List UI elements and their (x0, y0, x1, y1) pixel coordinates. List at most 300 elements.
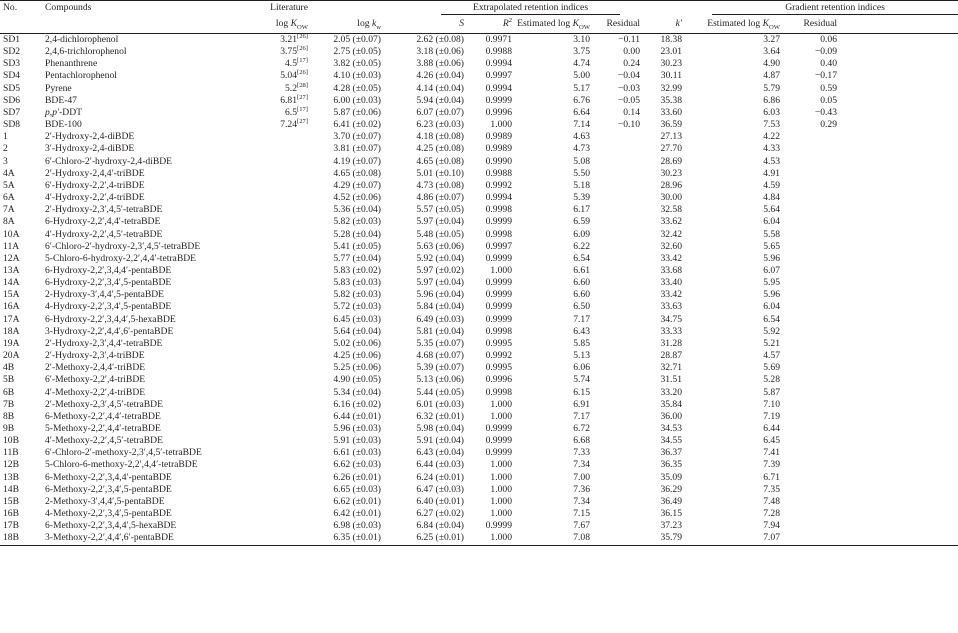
cell-gradient-estimated-logkow: 4.84 (763, 192, 781, 204)
cell-gradient-estimated-logkow: 4.22 (763, 131, 781, 143)
header-compounds: Compounds (45, 1, 255, 16)
table-row (0, 435, 958, 447)
cell-no: SD7 (3, 106, 21, 118)
cell-gradient-residual (780, 131, 837, 143)
cell-gradient-estimated-logkow: 7.19 (763, 410, 781, 422)
cell-kprime: 32.99 (660, 82, 683, 94)
cell-compound: 3-Hydroxy-2,2′,4,4′,6′-pentaBDE (45, 325, 174, 337)
table-row (0, 301, 958, 313)
cell-logkw: 4.29 (±0.07) (333, 179, 381, 191)
cell-gradient-residual (780, 156, 837, 168)
cell-residual (590, 216, 640, 228)
cell-estimated-logkow: 3.10 (573, 34, 590, 45)
cell-gradient-estimated-logkow: 5.65 (763, 240, 781, 252)
cell-gradient-estimated-logkow: 4.90 (763, 58, 781, 70)
cell-no: 2 (3, 143, 8, 155)
cell-gradient-residual (780, 496, 837, 508)
cell-literature-logkow (255, 301, 308, 313)
cell-estimated-logkow: 6.17 (573, 204, 590, 216)
table-row (0, 95, 958, 107)
cell-gradient-residual (780, 520, 837, 532)
cell-literature-logkow (255, 484, 308, 496)
cell-residual: −0.10 (617, 119, 641, 131)
cell-kprime: 23.01 (660, 46, 683, 58)
table-row (0, 374, 958, 386)
cell-logkw: 6.44 (±0.01) (333, 410, 381, 422)
table-row (0, 70, 958, 82)
cell-logkw: 5.41 (±0.05) (333, 240, 381, 252)
cell-gradient-residual: −0.17 (814, 70, 838, 82)
cell-literature-logkow (255, 277, 308, 289)
cell-logkw: 4.25 (±0.06) (333, 350, 381, 362)
cell-s: 4.65 (±0.08) (416, 155, 464, 167)
cell-kprime: 36.49 (660, 495, 683, 507)
cell-r2: 0.9998 (485, 228, 512, 240)
cell-logkw: 6.42 (±0.01) (333, 508, 381, 520)
table-row (0, 143, 958, 155)
cell-kprime: 31.51 (660, 374, 683, 386)
cell-estimated-logkow: 4.74 (573, 58, 590, 70)
cell-r2: 0.9999 (485, 423, 512, 434)
cell-compound: 2-Methoxy-3′,4,4′,5-pentaBDE (45, 495, 165, 507)
cell-logkw: 6.62 (±0.03) (333, 459, 381, 471)
cell-s: 5.94 (±0.04) (416, 94, 464, 106)
cell-no: SD4 (3, 70, 21, 82)
cell-kprime: 28.96 (660, 179, 683, 191)
cell-compound: 6′-Hydroxy-2,2′,4-triBDE (45, 179, 145, 191)
table-row (0, 131, 958, 143)
cell-estimated-logkow: 5.39 (573, 192, 590, 204)
cell-logkw: 4.19 (±0.07) (333, 155, 381, 167)
cell-no: 4A (3, 167, 15, 179)
cell-residual (590, 374, 640, 386)
cell-s: 5.96 (±0.04) (416, 289, 464, 301)
cell-no: 13B (3, 471, 19, 483)
cell-estimated-logkow: 6.60 (573, 277, 590, 289)
compound-name: p,p′-DDT (45, 106, 83, 118)
cell-compound: 4′-Methoxy-2,2′,4-triBDE (45, 386, 146, 398)
cell-logkw: 5.82 (±0.03) (333, 216, 381, 228)
cell-no: SD8 (3, 119, 21, 131)
cell-no: 6A (3, 192, 15, 204)
cell-compound: 2-Hydroxy-3′,4,4′,5-pentaBDE (45, 289, 165, 301)
cell-kprime: 33.63 (660, 301, 683, 313)
cell-residual (590, 496, 640, 508)
cell-compound: 2′-Methoxy-2,3′,4,5′-tetraBDE (45, 398, 163, 410)
cell-r2: 0.9998 (485, 386, 512, 398)
header-gradient-estimated-logkow: Estimated $\log K_{OW}$ (682, 16, 780, 34)
cell-kprime: 36.29 (660, 483, 683, 495)
table-row (0, 204, 958, 216)
table-row (0, 289, 958, 301)
literature-value: 3.21 (280, 34, 297, 45)
cell-logkw: 6.35 (±0.01) (308, 532, 381, 545)
cell-residual (590, 447, 640, 459)
cell-no: 16A (3, 301, 20, 313)
cell-compound: 6-Methoxy-2,2′,3,4′,5-pentaBDE (45, 483, 172, 495)
cell-logkw: 5.72 (±0.03) (333, 301, 381, 313)
cell-literature-logkow (255, 326, 308, 338)
cell-gradient-residual (780, 277, 837, 289)
cell-s: 4.18 (±0.08) (416, 131, 464, 143)
cell-compound: 6-Hydroxy-2,2′,3,4′,5-pentaBDE (45, 277, 172, 289)
cell-residual (590, 301, 640, 313)
cell-s: 5.91 (±0.04) (416, 435, 464, 447)
cell-r2: 0.9994 (485, 82, 512, 94)
table-row (0, 447, 958, 459)
cell-compound: 2′-Hydroxy-2,3′,4,4′-tetraBDE (45, 337, 163, 349)
cell-kprime: 34.75 (660, 313, 683, 325)
cell-logkw: 4.90 (±0.05) (333, 374, 381, 386)
cell-gradient-residual (780, 447, 837, 459)
cell-r2: 0.9971 (485, 34, 512, 45)
cell-literature-logkow (255, 520, 308, 532)
cell-estimated-logkow: 6.59 (573, 216, 590, 228)
cell-kprime: 33.62 (660, 216, 683, 228)
cell-r2: 0.9999 (485, 435, 512, 447)
literature-value: 3.75 (280, 46, 297, 58)
reference-citation: [26] (297, 32, 308, 40)
table-row (0, 496, 958, 508)
cell-compound: 5-Chloro-6-hydroxy-2,2′,4,4′-tetraBDE (45, 252, 197, 264)
cell-s: 6.23 (±0.03) (416, 119, 464, 131)
table-row (0, 253, 958, 265)
cell-kprime: 32.71 (660, 362, 683, 374)
cell-gradient-estimated-logkow: 7.07 (682, 532, 780, 545)
table-row (0, 326, 958, 338)
table-row (0, 459, 958, 471)
cell-no: SD3 (3, 58, 21, 70)
cell-logkw: 5.91 (±0.03) (333, 435, 381, 447)
cell-gradient-residual: 0.05 (820, 94, 838, 106)
cell-residual (590, 508, 640, 520)
cell-estimated-logkow: 6.50 (573, 301, 590, 313)
cell-estimated-logkow: 6.43 (573, 325, 590, 337)
cell-residual: −0.05 (617, 94, 641, 106)
cell-residual (590, 156, 640, 168)
cell-gradient-residual (780, 192, 837, 204)
cell-gradient-residual (780, 314, 837, 326)
cell-gradient-residual (780, 204, 837, 216)
cell-kprime: 36.59 (660, 119, 683, 131)
cell-s: 6.07 (±0.07) (416, 106, 464, 118)
cell-r2: 0.9995 (485, 337, 512, 349)
cell-gradient-estimated-logkow: 7.48 (763, 495, 781, 507)
cell-estimated-logkow: 3.75 (573, 46, 590, 58)
cell-no: 12B (3, 459, 19, 471)
cell-s: 6.01 (±0.03) (416, 398, 464, 410)
cell-kprime: 33.42 (660, 289, 683, 301)
cell-kprime: 31.28 (660, 337, 683, 349)
cell-residual: −0.03 (617, 82, 641, 94)
cell-no: 18A (3, 325, 20, 337)
cell-estimated-logkow: 6.91 (573, 398, 590, 410)
cell-gradient-residual (780, 411, 837, 423)
cell-gradient-estimated-logkow: 7.39 (763, 459, 781, 471)
cell-residual (590, 484, 640, 496)
literature-value: 4.5 (285, 58, 297, 70)
cell-compound: 6-Hydroxy-2,2′,3,4,4′,5-hexaBDE (45, 313, 176, 325)
cell-gradient-estimated-logkow: 4.59 (763, 179, 781, 191)
cell-literature-logkow (255, 192, 308, 204)
table-row (0, 229, 958, 241)
cell-s: 4.86 (±0.07) (416, 192, 464, 204)
cell-s: 5.98 (±0.04) (416, 423, 464, 434)
cell-logkw: 4.28 (±0.05) (333, 82, 381, 94)
cell-s: 3.18 (±0.06) (416, 46, 464, 58)
cell-literature-logkow (255, 265, 308, 277)
cell-logkw: 6.26 (±0.01) (333, 471, 381, 483)
cell-literature-logkow (255, 411, 308, 423)
cell-gradient-estimated-logkow: 4.91 (763, 167, 781, 179)
cell-logkw: 3.81 (±0.07) (333, 143, 381, 155)
table-row (0, 399, 958, 411)
cell-kprime: 34.53 (660, 423, 683, 434)
cell-literature-logkow (255, 289, 308, 301)
cell-gradient-residual: 0.29 (820, 119, 838, 131)
cell-gradient-residual (780, 423, 837, 435)
cell-literature-logkow (255, 362, 308, 374)
table-row (0, 265, 958, 277)
cell-r2: 0.9999 (485, 313, 512, 325)
cell-compound: 3′-Hydroxy-2,4-diBDE (45, 143, 135, 155)
cell-estimated-logkow: 5.85 (573, 337, 590, 349)
cell-gradient-residual (780, 143, 837, 155)
cell-r2: 0.9988 (485, 46, 512, 58)
cell-gradient-residual (780, 253, 837, 265)
cell-gradient-estimated-logkow: 6.07 (763, 264, 781, 276)
cell-residual (590, 520, 640, 532)
cell-no: SD5 (3, 82, 21, 94)
cell-compound: 6-Methoxy-2,2′,3,4,4′-pentaBDE (45, 471, 172, 483)
cell-gradient-estimated-logkow: 5.28 (763, 374, 781, 386)
table-row (0, 119, 958, 131)
cell-literature-logkow (255, 387, 308, 399)
cell-kprime: 36.15 (660, 508, 683, 520)
cell-s: 5.97 (±0.04) (416, 216, 464, 228)
cell-gradient-residual (780, 459, 837, 471)
table-row (0, 520, 958, 532)
cell-r2: 1.000 (490, 410, 512, 422)
cell-r2: 0.9999 (485, 94, 512, 106)
cell-estimated-logkow: 5.74 (573, 374, 590, 386)
cell-s: 5.44 (±0.05) (416, 386, 464, 398)
cell-kprime: 35.84 (660, 398, 683, 410)
cell-literature-logkow (255, 216, 308, 228)
cell-s: 6.32 (±0.01) (416, 410, 464, 422)
cell-literature-logkow (255, 156, 308, 168)
reference-citation: [28] (297, 81, 308, 89)
cell-residual (590, 435, 640, 447)
cell-gradient-residual (780, 180, 837, 192)
cell-kprime: 27.70 (660, 143, 683, 155)
cell-gradient-residual (780, 265, 837, 277)
header-literature-line1: Literature (255, 1, 308, 16)
cell-residual (590, 532, 640, 545)
cell-r2: 1.000 (464, 532, 512, 545)
cell-r2: 0.9990 (485, 155, 512, 167)
cell-estimated-logkow: 6.60 (573, 289, 590, 301)
cell-gradient-estimated-logkow: 7.53 (763, 119, 781, 131)
cell-gradient-estimated-logkow: 3.27 (763, 34, 781, 45)
cell-gradient-estimated-logkow: 5.96 (763, 252, 781, 264)
table-row (0, 338, 958, 350)
cell-no: 14A (3, 277, 20, 289)
cell-gradient-estimated-logkow: 5.79 (763, 82, 781, 94)
cell-gradient-estimated-logkow: 5.69 (763, 362, 781, 374)
cell-residual (590, 253, 640, 265)
cell-logkw: 5.64 (±0.04) (333, 325, 381, 337)
cell-r2: 0.9999 (485, 520, 512, 532)
cell-residual (590, 289, 640, 301)
cell-gradient-residual (780, 484, 837, 496)
cell-residual: −0.04 (617, 70, 641, 82)
table-row (0, 387, 958, 399)
cell-gradient-residual (780, 229, 837, 241)
cell-gradient-residual: 0.59 (820, 82, 838, 94)
cell-gradient-residual: −0.43 (814, 106, 838, 118)
cell-kprime: 30.11 (660, 70, 683, 82)
cell-no: 14B (3, 483, 19, 495)
cell-residual: 0.14 (623, 106, 641, 118)
cell-logkw: 5.83 (±0.02) (333, 264, 381, 276)
cell-s: 6.24 (±0.01) (416, 471, 464, 483)
table-row (0, 107, 958, 119)
cell-residual (590, 229, 640, 241)
cell-r2: 0.9999 (485, 447, 512, 459)
cell-estimated-logkow: 6.22 (573, 240, 590, 252)
cell-gradient-residual (780, 508, 837, 520)
cell-residual (590, 338, 640, 350)
cell-s: 6.25 (±0.01) (381, 532, 464, 545)
cell-gradient-residual (780, 399, 837, 411)
cell-gradient-residual (780, 472, 837, 484)
cell-residual (590, 314, 640, 326)
cell-gradient-estimated-logkow: 6.71 (763, 471, 781, 483)
cell-kprime: 34.55 (660, 435, 683, 447)
cell-residual (590, 204, 640, 216)
cell-no: 17A (3, 313, 20, 325)
cell-kprime: 33.68 (660, 264, 683, 276)
cell-r2: 0.9999 (485, 216, 512, 228)
cell-literature-logkow (255, 143, 308, 155)
cell-compound: Pyrene (45, 82, 72, 94)
cell-no: 17B (3, 520, 19, 532)
cell-estimated-logkow: 4.73 (573, 143, 590, 155)
cell-kprime: 28.87 (660, 350, 683, 362)
cell-residual (590, 241, 640, 253)
cell-gradient-residual (780, 168, 837, 180)
cell-gradient-estimated-logkow: 6.04 (763, 301, 781, 313)
cell-compound: 4-Methoxy-2,2′,3,4′,5-pentaBDE (45, 508, 172, 520)
cell-gradient-estimated-logkow: 7.28 (763, 508, 781, 520)
cell-literature-logkow (255, 496, 308, 508)
cell-logkw: 6.16 (±0.02) (333, 398, 381, 410)
cell-no: 12A (3, 252, 20, 264)
cell-literature-logkow (255, 180, 308, 192)
cell-s: 5.97 (±0.02) (416, 264, 464, 276)
cell-estimated-logkow: 6.72 (573, 423, 590, 434)
cell-gradient-residual (780, 374, 837, 386)
cell-estimated-logkow: 5.13 (573, 350, 590, 362)
cell-residual: 0.00 (623, 46, 641, 58)
reference-citation: [26] (297, 69, 308, 77)
cell-gradient-estimated-logkow: 6.03 (763, 106, 781, 118)
cell-estimated-logkow: 7.34 (573, 459, 590, 471)
cell-residual (590, 326, 640, 338)
cell-r2: 0.9997 (485, 70, 512, 82)
cell-gradient-estimated-logkow: 6.44 (763, 423, 781, 434)
cell-r2: 0.9996 (485, 106, 512, 118)
table-row (0, 362, 958, 374)
cell-kprime: 36.37 (660, 447, 683, 459)
cell-kprime: 32.58 (660, 204, 683, 216)
cell-logkw: 5.82 (±0.03) (333, 289, 381, 301)
cell-estimated-logkow: 7.15 (573, 508, 590, 520)
cell-estimated-logkow: 7.14 (573, 119, 590, 131)
cell-kprime: 36.35 (660, 459, 683, 471)
cell-kprime: 32.60 (660, 240, 683, 252)
table-header (0, 1, 958, 34)
cell-kprime: 33.60 (660, 106, 683, 118)
cell-no: 15A (3, 289, 20, 301)
cell-compound: 6′-Chloro-2′-methoxy-2,3′,4,5′-tetraBDE (45, 447, 202, 459)
cell-compound: 6′-Methoxy-2,2′,4-triBDE (45, 374, 146, 386)
cell-no: 18B (3, 532, 45, 545)
cell-literature-logkow (255, 459, 308, 471)
cell-gradient-estimated-logkow: 4.57 (763, 350, 781, 362)
cell-compound: 6-Methoxy-2,2′,4,4′-tetraBDE (45, 410, 161, 422)
cell-gradient-estimated-logkow: 4.53 (763, 155, 781, 167)
table-row (0, 423, 958, 435)
cell-no: 15B (3, 495, 19, 507)
cell-gradient-residual: −0.09 (814, 46, 838, 58)
cell-literature-logkow (255, 338, 308, 350)
cell-kprime: 35.79 (640, 532, 682, 545)
cell-gradient-estimated-logkow: 7.10 (763, 398, 781, 410)
cell-r2: 0.9998 (485, 325, 512, 337)
cell-literature-logkow (255, 168, 308, 180)
cell-compound: 6′-Chloro-2′-hydroxy-2,4-diBDE (45, 155, 173, 167)
header-kprime: k′ (640, 16, 682, 34)
table-row (0, 192, 958, 204)
cell-logkw: 6.45 (±0.03) (333, 313, 381, 325)
cell-no: SD6 (3, 94, 21, 106)
header-literature-logkow: $\log K_{OW}$ (255, 16, 308, 34)
cell-s: 4.68 (±0.07) (416, 350, 464, 362)
cell-s: 5.48 (±0.05) (416, 228, 464, 240)
cell-kprime: 28.69 (660, 155, 683, 167)
header-estimated-logkow: Estimated $\log K_{OW}$ (512, 16, 590, 34)
cell-kprime: 18.38 (660, 34, 683, 45)
cell-literature-logkow (255, 241, 308, 253)
cell-compound: BDE-100 (45, 119, 82, 131)
cell-compound: 5-Chloro-6-methoxy-2,2′,4,4′-tetraBDE (45, 459, 198, 471)
cell-r2: 0.9994 (485, 192, 512, 204)
cell-logkw: 6.61 (±0.03) (333, 447, 381, 459)
cell-r2: 0.9988 (485, 167, 512, 179)
cell-gradient-residual (780, 289, 837, 301)
cell-logkw: 3.70 (±0.07) (333, 131, 381, 143)
cell-logkw: 3.82 (±0.05) (333, 58, 381, 70)
cell-logkw: 5.77 (±0.04) (333, 252, 381, 264)
table-row (0, 83, 958, 95)
cell-no: SD2 (3, 46, 21, 58)
cell-compound: 6-Methoxy-2,2′,3,4,4′,5-hexaBDE (45, 520, 177, 532)
table-row (0, 216, 958, 228)
cell-estimated-logkow: 5.08 (573, 155, 590, 167)
cell-s: 5.92 (±0.04) (416, 252, 464, 264)
